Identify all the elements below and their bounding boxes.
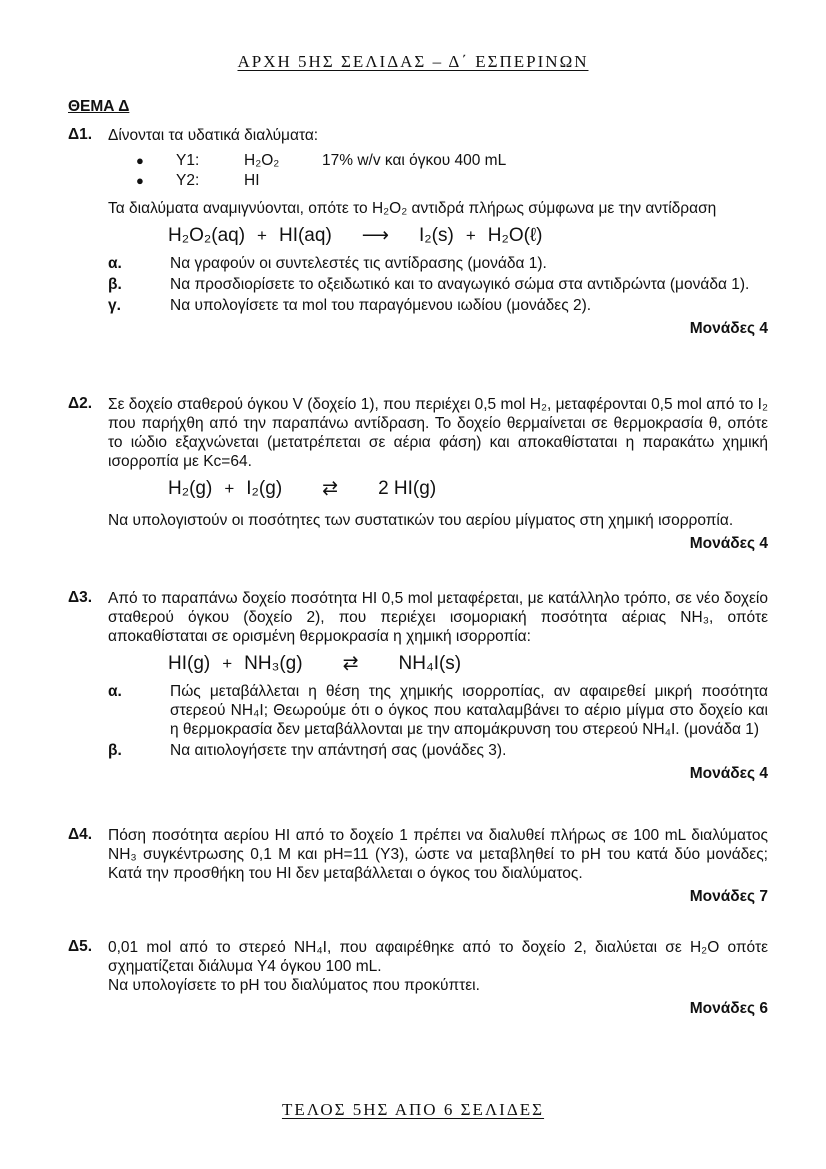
marks: Μονάδες 4	[689, 320, 768, 337]
marks: Μονάδες 6	[689, 1000, 768, 1017]
bullet-icon: ●	[136, 152, 144, 168]
question-d1	[68, 126, 768, 338]
chemical-equation: HI(g) + NH₃(g) ⇄ NH₄I(s)	[168, 652, 462, 674]
question-d5	[68, 938, 768, 1018]
reaction-arrow-icon: ⟶	[361, 224, 390, 246]
equilibrium-arrow-icon: ⇄	[322, 477, 339, 499]
marks: Μονάδες 7	[689, 888, 768, 905]
question-text: Σε δοχείο σταθερού όγκου V (δοχείο 1), που περιέχει 0,5 mol H₂, μεταφέρονται 0,5 mol από το I₂ που παρήχθη από την παραπάνω αντίδραση. Το δοχείο θερμαίνεται σε θερμοκρασία θ, οπότε το ιώδιο εξαχνώνεται (μετατρέπεται σε αέρια φάση) και αποκαθίσταται η παρακάτω χημική ισορροπία με Kc=64.	[108, 396, 768, 470]
page-header: ΑΡΧΗ 5ΗΣ ΣΕΛΙΔΑΣ – Δ΄ ΕΣΠΕΡΙΝΩΝ	[237, 52, 589, 71]
sub-question-a: α. Να γραφούν οι συντελεστές τις αντίδρασης (μονάδα 1).	[108, 255, 547, 272]
sub-question-b: β. Να προσδιορίσετε το οξειδωτικό και το αναγωγικό σώμα στα αντιδρώντα (μονάδα 1).	[108, 276, 750, 293]
question-text: Να υπολογίσετε το pH του διαλύματος που προκύπτει.	[108, 977, 480, 994]
question-intro: Δίνονται τα υδατικά διαλύματα:	[108, 127, 319, 144]
question-number: Δ4.	[68, 826, 93, 843]
sub-question-c: γ. Να υπολογίσετε τα mol του παραγόμενου ιωδίου (μονάδες 2).	[108, 297, 592, 314]
question-number: Δ5.	[68, 938, 93, 955]
equilibrium-arrow-icon: ⇄	[342, 652, 359, 674]
marks: Μονάδες 4	[689, 535, 768, 552]
question-number: Δ1.	[68, 126, 93, 143]
list-item: ● Υ1: H₂O₂ 17% w/v και όγκου 400 mL	[108, 150, 768, 170]
question-text: Τα διαλύματα αναμιγνύονται, οπότε το H₂O₂ αντιδρά πλήρως σύμφωνα με την αντίδραση	[108, 200, 717, 217]
bullet-icon: ●	[136, 172, 144, 188]
page-footer: ΤΕΛΟΣ 5ΗΣ ΑΠΟ 6 ΣΕΛΙΔΕΣ	[281, 1100, 545, 1119]
solution-list	[108, 150, 768, 190]
question-text: Από το παραπάνω δοχείο ποσότητα HI 0,5 mol μεταφέρεται, με κατάλληλο τρόπο, σε νέο δοχείο σταθερού όγκου (δοχείο 2), που περιέχει ισομοριακή ποσότητα αέριας NH₃, οπότε αποκαθίσταται σε ορισμένη θερμοκρασία η χημική ισορροπία:	[108, 590, 768, 645]
question-number: Δ2.	[68, 395, 93, 412]
question-text: Πόση ποσότητα αερίου HI από το δοχείο 1 πρέπει να διαλυθεί πλήρως σε 100 mL διαλύματος NH₃ συγκέντρωσης 0,1 M και pH=11 (Υ3), ώστε να μεταβληθεί το pH του κατά δύο μονάδες; Κατά την προσθήκη του HI δεν μεταβάλλεται ο όγκος του διαλύματος.	[108, 827, 768, 882]
question-text: 0,01 mol από το στερεό NH₄I, που αφαιρέθηκε από το δοχείο 2, διαλύεται σε H₂O οπότε σχηματίζεται διάλυμα Υ4 όγκου 100 mL.	[108, 939, 768, 975]
theme-title: ΘΕΜΑ Δ	[68, 98, 130, 115]
sub-question-a: α. Πώς μεταβάλλεται η θέση της χημικής ισορροπίας, αν αφαιρεθεί μικρή ποσότητα στερεού NH₄I; Θεωρούμε ότι ο όγκος που καταλαμβάνει το αέριο μίγμα στο δοχείο και η θερμοκρασία δεν μεταβάλλονται με την απομάκρυνση του στερεού NH₄I. (μονάδα 1)	[108, 683, 768, 738]
sub-question-b: β. Να αιτιολογήσετε την απάντησή σας (μονάδες 3).	[108, 742, 507, 759]
question-number: Δ3.	[68, 589, 93, 606]
question-d2	[68, 395, 768, 553]
question-d4	[68, 826, 768, 906]
chemical-equation: H₂(g) + I₂(g) ⇄ 2 HI(g)	[168, 477, 437, 499]
marks: Μονάδες 4	[689, 765, 768, 782]
list-item: ● Υ2: HI	[108, 170, 768, 190]
chemical-equation: H₂O₂(aq) + HI(aq) ⟶ I₂(s) + H₂O(ℓ)	[168, 224, 543, 246]
question-d3	[68, 589, 768, 783]
question-text: Να υπολογιστούν οι ποσότητες των συστατικών του αερίου μίγματος στη χημική ισορροπία.	[108, 512, 734, 529]
